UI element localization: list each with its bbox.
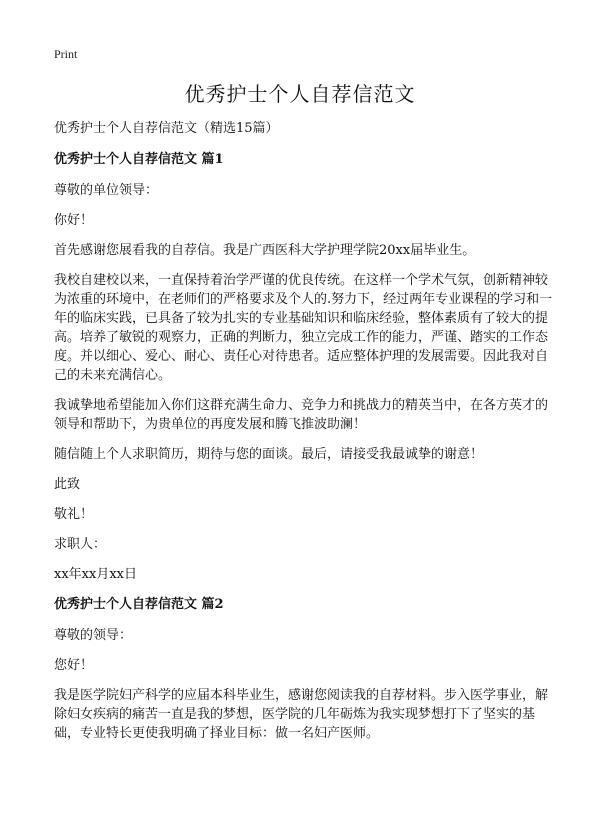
document-body [54,119,554,754]
salutation: 尊敬的领导： [54,628,133,643]
print-label: Print [54,47,78,61]
paragraph: 我校自建校以来，一直保持着治学严谨的优良传统。在这样一个学术气氛，创新精神较为浓重的环境中，在老师们的严格要求及个人的.努力下，经过两年专业课程的学习和一年的临床实践，已具备了较为扎实的专业基础知识和临床经验，整体素质有了较大的提高。培养了敏锐的观察力，正确的判断力，独立完成工作的能力，严谨、踏实的工作态度。并以细心、爱心、耐心、责任心对待患者。适应整体护理的发展需要。因此我对自己的未来充满信心。 [54,273,553,383]
date: xx年xx月xx日 [54,567,137,582]
greeting: 你好！ [54,213,94,228]
document-subtitle: 优秀护士个人自荐信范文（精选15篇） [54,121,279,136]
signature-label: 求职人： [54,537,107,552]
greeting: 您好！ [54,658,94,673]
closing: 此致 [54,477,81,492]
section-heading-2: 优秀护士个人自荐信范文 篇2 [54,597,224,612]
paragraph: 随信随上个人求职简历，期待与您的面谈。最后，请接受我最诚挚的谢意！ [54,447,484,462]
paragraph: 我诚挚地希望能加入你们这群充满生命力、竞争力和挑战力的精英当中，在各方英才的领导和帮助下，为贵单位的再度发展和腾飞推波助澜！ [54,398,549,432]
closing: 敬礼！ [54,507,94,522]
section-heading-1: 优秀护士个人自荐信范文 篇1 [54,152,224,167]
document-title: 优秀护士个人自荐信范文 [184,82,416,106]
salutation: 尊敬的单位领导： [54,183,159,198]
paragraph: 首先感谢您展看我的自荐信。我是广西医科大学护理学院20xx届毕业生。 [54,243,476,258]
paragraph: 我是医学院妇产科学的应届本科毕业生，感谢您阅读我的自荐材料。步入医学事业，解除妇女疾病的痛苦一直是我的梦想，医学院的几年砺炼为我实现梦想打下了坚实的基础，专业特长更使我明确了择业目标：做一名妇产医师。 [54,688,549,741]
